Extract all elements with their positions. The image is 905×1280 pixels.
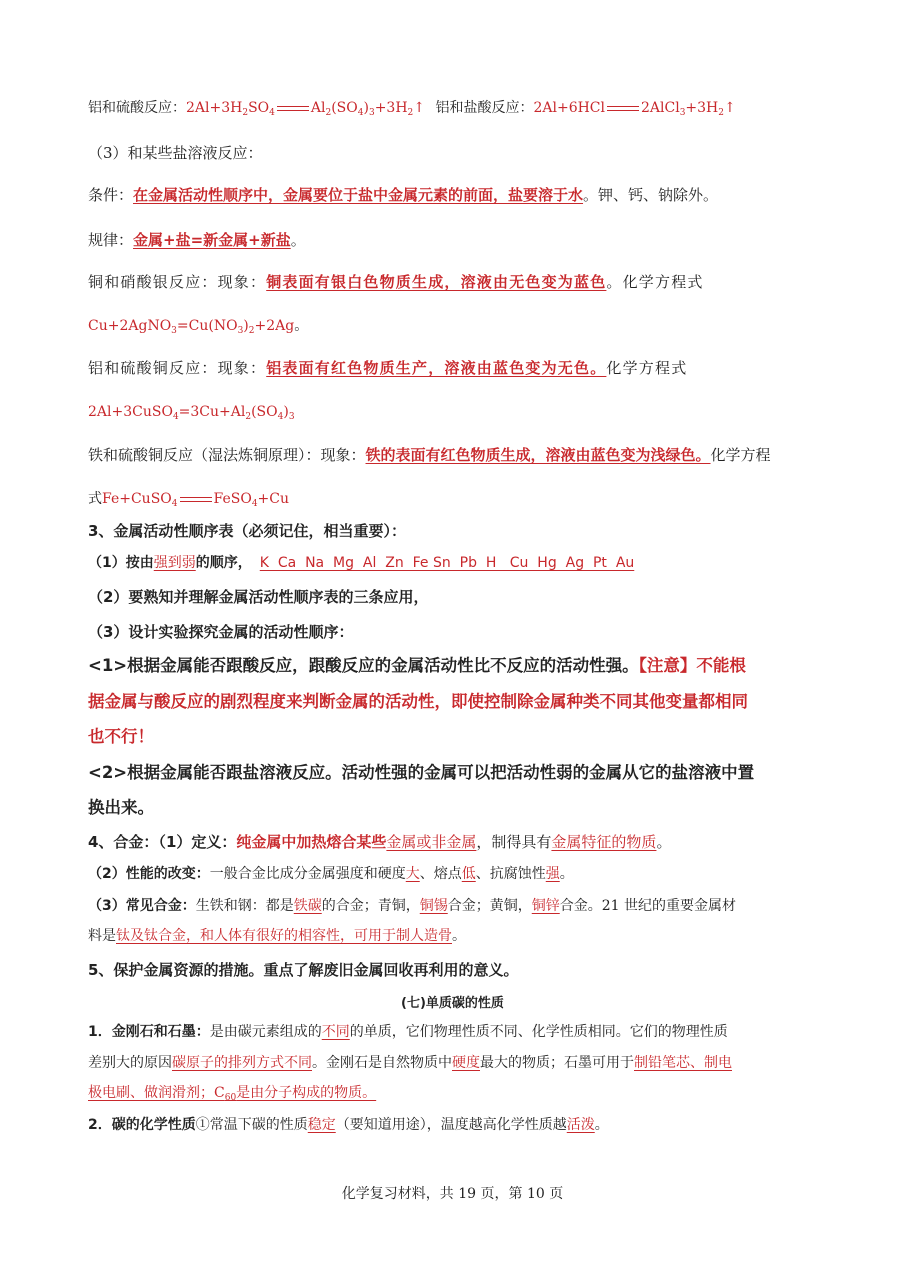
- t: （3）和某些盐溶液反应：: [88, 144, 263, 162]
- t: 大: [405, 866, 420, 882]
- t: ，制得具有: [476, 833, 552, 851]
- line-rule: [88, 230, 306, 250]
- section-title: [0, 992, 905, 1011]
- line-salt-heading: [88, 143, 263, 163]
- t: 化学复习材料，共 19 页，第 10 页: [341, 1186, 564, 1202]
- t: 。金刚石是自然物质中: [312, 1055, 452, 1071]
- t: 2: [242, 108, 249, 118]
- t: +3H: [685, 100, 719, 116]
- t: 。: [559, 866, 574, 882]
- t: 4: [171, 499, 178, 509]
- t: Al: [310, 100, 326, 116]
- t: =3Cu+Al: [178, 404, 246, 420]
- t: 4: [277, 412, 284, 422]
- eq: [186, 100, 425, 116]
- t: 强到弱: [153, 555, 196, 571]
- t: ): [283, 404, 289, 420]
- t: 2: [325, 108, 332, 118]
- t: 生铁和钢：都是: [195, 898, 294, 914]
- line-fe-eq: [88, 489, 289, 514]
- equal-sign: [607, 106, 639, 111]
- t: 化学方程式: [606, 359, 688, 377]
- t: 硬度: [452, 1055, 480, 1071]
- t: 铜和硝酸银反应：现象：: [88, 273, 267, 291]
- t: 2: [245, 412, 252, 422]
- t: (SO: [251, 404, 278, 420]
- line-carbon-chem: [88, 1115, 609, 1135]
- eq: [102, 491, 289, 507]
- t: ↑: [413, 100, 426, 116]
- t: 一般合金比成分金属强度和硬度: [209, 866, 406, 882]
- t: <1>根据金属能否跟酸反应，跟酸反应的金属活动性比不反应的活动性强。: [88, 656, 639, 675]
- t: 的单质，它们物理性质不同、化学性质相同。它们的物理性质: [349, 1024, 728, 1040]
- t: ①常温下碳的性质: [195, 1117, 308, 1133]
- t: 2Al+3H: [186, 100, 243, 116]
- heading-activity-series: [88, 521, 406, 541]
- t: FeSO: [213, 491, 252, 507]
- t: =Cu(NO: [176, 318, 238, 334]
- t: 、熔点: [419, 866, 462, 882]
- t: 金属特征的物质: [551, 833, 657, 851]
- equal-sign: [277, 106, 309, 111]
- t: 铝表面有红色物质生产，溶液由蓝色变为无色。: [266, 359, 607, 377]
- t: （1）按由: [88, 555, 154, 571]
- t: 、抗腐蚀性: [475, 866, 546, 882]
- t: 铁碳: [293, 898, 322, 914]
- t: （3）常见合金：: [88, 898, 196, 914]
- t: 铝和硫酸反应：: [88, 100, 186, 116]
- t: 。: [656, 833, 672, 851]
- t: 合金；黄铜，: [447, 898, 532, 914]
- eq: [533, 100, 735, 116]
- line-three-apps: [88, 587, 428, 607]
- t: 3: [237, 326, 244, 336]
- line-diamond-end: [88, 1083, 376, 1108]
- t: 3、金属活动性顺序表（必须记住，相当重要）：: [88, 522, 406, 540]
- t: 【注意】不能根: [638, 656, 746, 675]
- t: 2: [718, 108, 725, 118]
- t: 铁和硫酸铜反应（湿法炼铜原理）：现象：: [88, 446, 366, 464]
- t: (七)单质碳的性质: [401, 996, 504, 1011]
- t: 式: [88, 491, 102, 507]
- t: ): [243, 318, 249, 334]
- line-rule2-end: [88, 798, 154, 818]
- t: （要知道用途），温度越高化学性质越: [335, 1117, 567, 1133]
- line-rule1: [88, 656, 746, 676]
- t: (SO: [331, 100, 358, 116]
- t: SO: [248, 100, 270, 116]
- line-al-acid: [88, 98, 736, 123]
- t: 铜表面有银白色物质生成，溶液由无色变为蓝色: [266, 273, 607, 291]
- t: 。: [294, 318, 309, 334]
- t: 2AlCl: [641, 100, 680, 116]
- t: 4: [269, 108, 275, 118]
- equal-sign: [180, 497, 212, 502]
- t: 的顺序，: [195, 555, 252, 571]
- t: 。钾、钙、钠除外。: [583, 186, 719, 204]
- t: 的合金；青铜，: [321, 898, 420, 914]
- t: ): [363, 100, 369, 116]
- t: （2）要熟知并理解金属活动性顺序表的三条应用，: [88, 588, 429, 606]
- t: （2）性能的改变：: [88, 866, 210, 882]
- t: 铜锌: [531, 898, 560, 914]
- t: 3: [679, 108, 686, 118]
- t: 制铅笔芯、制电: [634, 1055, 732, 1071]
- t: 化学方程: [710, 446, 771, 464]
- t: 条件：: [88, 186, 134, 204]
- t: 2．碳的化学性质: [88, 1117, 196, 1133]
- t: 4: [357, 108, 364, 118]
- t: 4: [251, 499, 258, 509]
- t: K Ca Na Mg Al Zn Fe Sn Pb H Cu Hg Ag Pt Au: [259, 555, 635, 571]
- t: 规律：: [88, 231, 134, 249]
- line-common-alloys-cont: [88, 926, 466, 946]
- t: 最大的物质；石墨可用于: [480, 1055, 634, 1071]
- t: 差别大的原因: [88, 1055, 172, 1071]
- t: 据金属与酸反应的剧烈程度来判断金属的活动性，即使控制除金属种类不同其他变量都相同: [88, 692, 748, 711]
- t: 2: [407, 108, 414, 118]
- t: 60: [224, 1093, 237, 1103]
- t: 低: [461, 866, 476, 882]
- line-cu-eq: [88, 316, 308, 341]
- line-al-eq: [88, 402, 295, 427]
- t: ↑: [724, 100, 736, 116]
- line-activity-order: [88, 553, 634, 573]
- t: Fe+CuSO: [102, 491, 172, 507]
- t: 稳定: [307, 1117, 336, 1133]
- t: 活泼: [566, 1117, 595, 1133]
- t: 合金。21 世纪的重要金属材: [559, 898, 737, 914]
- t: +3H: [374, 100, 408, 116]
- t: 。: [452, 928, 466, 944]
- t: 1．金刚石和石墨：: [88, 1024, 210, 1040]
- line-al-cuso4: [88, 358, 687, 378]
- t: 2Al+6HCl: [533, 100, 605, 116]
- line-cu-agno3: [88, 272, 704, 292]
- t: 4、合金：（1）定义：: [88, 833, 237, 851]
- t: 铜锡: [419, 898, 448, 914]
- t: 3: [288, 412, 295, 422]
- t: [88, 1085, 376, 1101]
- t: 3: [368, 108, 375, 118]
- t: 铝和盐酸反应：: [435, 100, 534, 116]
- line-alloy-props: [88, 864, 574, 884]
- t: 是由分子构成的物质。: [236, 1085, 377, 1101]
- t: 钛及钛合金，和人体有很好的相容性，可用于制人造骨: [116, 928, 452, 944]
- t: 铝和硫酸铜反应：现象：: [88, 359, 267, 377]
- t: 不同: [321, 1024, 350, 1040]
- page-footer: [0, 1183, 905, 1203]
- t: 强: [545, 866, 560, 882]
- t: +2Ag: [254, 318, 295, 334]
- line-rule1-cont: [88, 692, 748, 712]
- t: 。: [594, 1117, 609, 1133]
- line-diamond-cont: [88, 1053, 732, 1073]
- line-alloy-def: [88, 832, 671, 852]
- t: Cu+2AgNO: [88, 318, 172, 334]
- t: 金属+盐=新金属+新盐: [133, 231, 291, 249]
- t: 在金属活动性顺序中，金属要位于盐中金属元素的前面，盐要溶于水: [133, 186, 584, 204]
- t: 3: [171, 326, 177, 336]
- t: 也不行！: [88, 727, 154, 746]
- t: 料是: [88, 928, 116, 944]
- t: <2>根据金属能否跟盐溶液反应。活动性强的金属可以把活动性弱的金属从它的盐溶液中置: [88, 763, 755, 782]
- t: 纯金属中加热熔合某些: [236, 833, 387, 851]
- t: 2: [248, 326, 255, 336]
- t: 金属或非金属: [386, 833, 477, 851]
- t: 铁的表面有红色物质生成，溶液由蓝色变为浅绿色。: [365, 446, 711, 464]
- line-design-exp: [88, 622, 353, 642]
- t: 2Al+3CuSO: [88, 404, 173, 420]
- line-fe-cuso4: [88, 445, 771, 465]
- t: 是由碳元素组成的: [209, 1024, 322, 1040]
- t: 。: [290, 231, 306, 249]
- line-rule1-end: [88, 727, 154, 747]
- line-protect: [88, 960, 518, 980]
- t: 极电刷、做润滑剂；C: [88, 1085, 225, 1101]
- line-rule2: [88, 763, 754, 783]
- t: （3）设计实验探究金属的活动性顺序：: [88, 623, 354, 641]
- t: 。化学方程式: [606, 273, 704, 291]
- line-condition: [88, 185, 718, 205]
- line-common-alloys: [88, 896, 736, 916]
- t: 换出来。: [88, 798, 154, 817]
- line-diamond: [88, 1022, 728, 1042]
- t: +Cu: [257, 491, 290, 507]
- t: 碳原子的排列方式不同: [172, 1055, 312, 1071]
- t: 4: [172, 412, 179, 422]
- t: 5、保护金属资源的措施。重点了解废旧金属回收再利用的意义。: [88, 961, 519, 979]
